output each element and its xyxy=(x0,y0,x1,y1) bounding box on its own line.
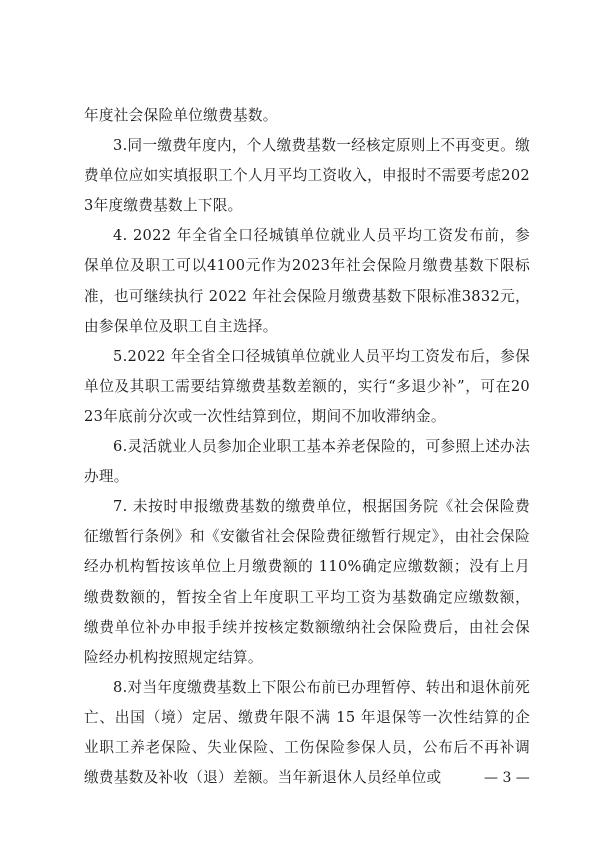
paragraph-item-8: 8.对当年度缴费基数上下限公布前已办理暂停、转出和退休前死亡、出国（境）定居、缴费年限不满 15 年退保等一次性结算的企业职工养老保险、失业保险、工伤保险参保人员，公布后不再补调缴费基数及补收（退）差额。当年新退休人员经单位或 xyxy=(84,678,530,787)
paragraph-item-7: 7. 未按时申报缴费基数的缴费单位，根据国务院《社会保险费征缴暂行条例》和《安徽省社会保险费征缴暂行规定》，由社会保险经办机构暂按该单位上月缴费额的 110%确定应缴数额；没有上月缴费数额的，暂按全省上年度职工平均工资为基数确定应缴数额，缴费单位补办申报手续并按核定数额缴纳社会保险费后，由社会保险经办机构按照规定结算。 xyxy=(84,498,530,666)
paragraph-continuation: 年度社会保险单位缴费基数。 xyxy=(84,107,278,124)
page-number: — 3 — xyxy=(484,770,530,786)
document-body xyxy=(84,101,530,793)
paragraph-item-4: 4. 2022 年全省全口径城镇单位就业人员平均工资发布前，参保单位及职工可以4100元作为2023年社会保险月缴费基数下限标准，也可继续执行 2022 年社会保险月缴费基数下限标准3832元，由参保单位及职工自主选择。 xyxy=(84,227,530,335)
paragraph-item-5: 5.2022 年全省全口径城镇单位就业人员平均工资发布后，参保单位及其职工需要结算缴费基数差额的，实行“多退少补”，可在2023年底前分次或一次性结算到位，期间不加收滞纳金。 xyxy=(84,347,530,425)
paragraph-item-6: 6.灵活就业人员参加企业职工基本养老保险的，可参照上述办法办理。 xyxy=(84,438,530,486)
paragraph-item-3: 3.同一缴费年度内，个人缴费基数一经核定原则上不再变更。缴费单位应如实填报职工个人月平均工资收入，申报时不需要考虑2023年度缴费基数上下限。 xyxy=(84,137,530,215)
